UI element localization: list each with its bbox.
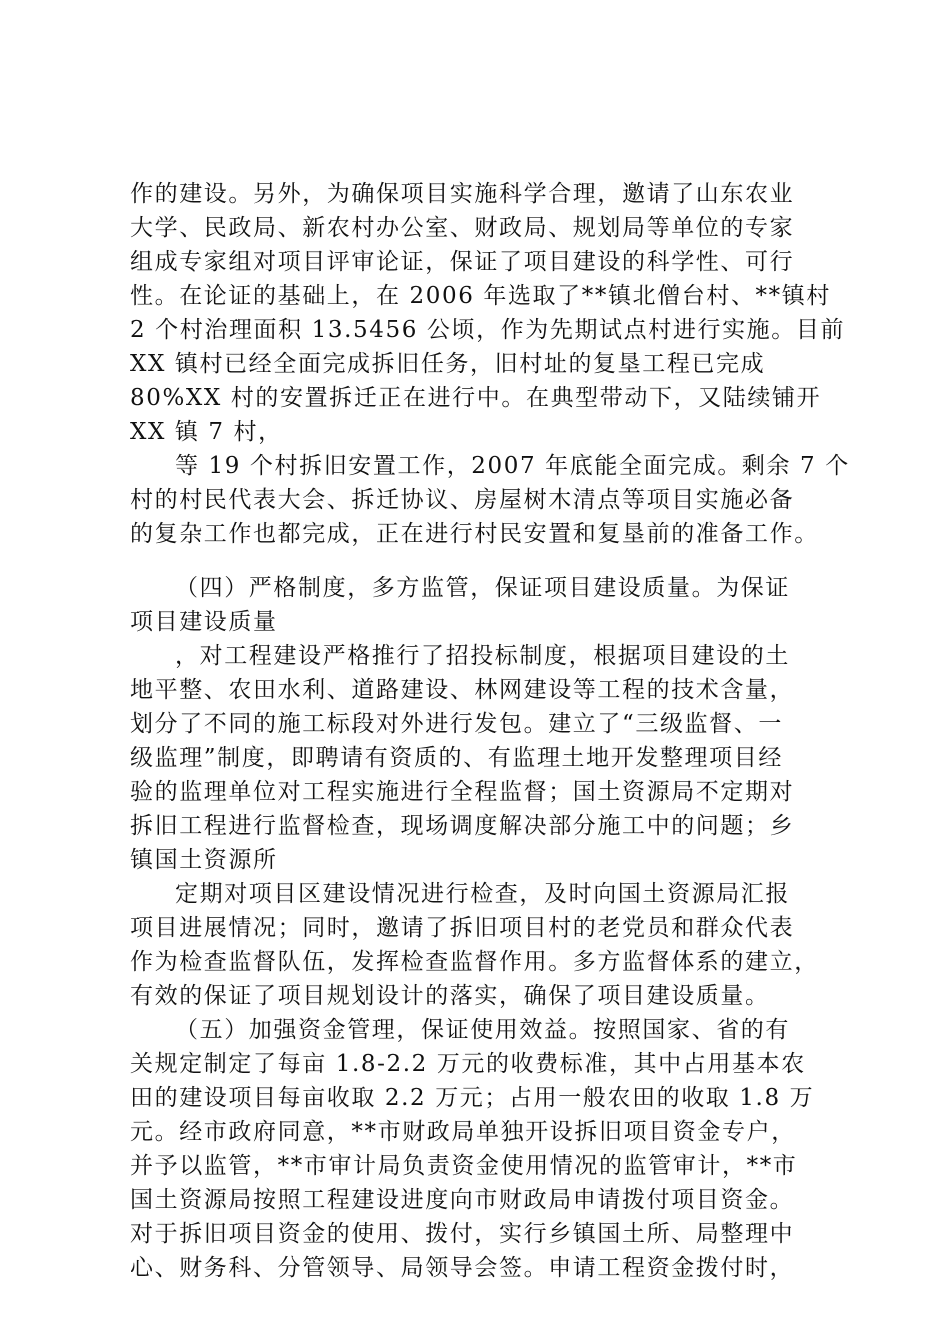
text-line: 心、财务科、分管领导、局领导会签。申请工程资金拨付时， [130, 1255, 795, 1281]
text-line: 并予以监管，**市审计局负责资金使用情况的监管审计，**市 [130, 1153, 798, 1179]
section-heading-line: （四）严格制度，多方监管，保证项目建设质量。为保证 [175, 575, 790, 601]
text-line: 验的监理单位对工程实施进行全程监督；国土资源局不定期对 [130, 779, 795, 805]
text-line: 国土资源局按照工程建设进度向市财政局申请拨付项目资金。 [130, 1187, 795, 1213]
text-line: XX 镇村已经全面完成拆旧任务，旧村址的复垦工程已完成 [130, 351, 766, 377]
text-line: 拆旧工程进行监督检查，现场调度解决部分施工中的问题；乡 [130, 813, 795, 839]
text-line: 对于拆旧项目资金的使用、拨付，实行乡镇国土所、局整理中 [130, 1221, 795, 1247]
text-line: 定期对项目区建设情况进行检查，及时向国土资源局汇报 [175, 881, 790, 907]
text-line: 地平整、农田水利、道路建设、林网建设等工程的技术含量， [130, 677, 795, 703]
text-line: 2 个村治理面积 13.5456 公顷，作为先期试点村进行实施。目前 [130, 317, 846, 343]
text-line: 镇国土资源所 [130, 847, 278, 873]
text-line: 组成专家组对项目评审论证，保证了项目建设的科学性、可行 [130, 249, 795, 275]
text-line: 的复杂工作也都完成，正在进行村民安置和复垦前的准备工作。 [130, 521, 819, 547]
text-line: 大学、民政局、新农村办公室、财政局、规划局等单位的专家 [130, 215, 795, 241]
text-line: ，对工程建设严格推行了招投标制度，根据项目建设的土 [175, 643, 790, 669]
text-line: 有效的保证了项目规划设计的落实，确保了项目建设质量。 [130, 983, 770, 1009]
section-heading-line: （五）加强资金管理，保证使用效益。按照国家、省的有 [175, 1017, 790, 1043]
text-line: 划分了不同的施工标段对外进行发包。建立了“三级监督、一 [130, 711, 783, 737]
text-line: 项目建设质量 [130, 609, 278, 635]
text-line: 元。经市政府同意，**市财政局单独开设拆旧项目资金专户， [130, 1119, 796, 1145]
text-line: 性。在论证的基础上，在 2006 年选取了**镇北僧台村、**镇村 [130, 283, 831, 309]
text-line: 项目进展情况；同时，邀请了拆旧项目村的老党员和群众代表 [130, 915, 795, 941]
text-line: 作为检查监督队伍，发挥检查监督作用。多方监督体系的建立， [130, 949, 819, 975]
text-line: 作的建设。另外，为确保项目实施科学合理，邀请了山东农业 [130, 181, 795, 207]
text-line: XX 镇 7 村， [130, 419, 283, 445]
text-line: 关规定制定了每亩 1.8-2.2 万元的收费标准，其中占用基本农 [130, 1051, 806, 1077]
text-line: 80%XX 村的安置拆迁正在进行中。在典型带动下，又陆续铺开 [130, 385, 822, 411]
text-line: 田的建设项目每亩收取 2.2 万元；占用一般农田的收取 1.8 万 [130, 1085, 815, 1111]
text-line: 村的村民代表大会、拆迁协议、房屋树木清点等项目实施必备 [130, 487, 795, 513]
text-line: 级监理”制度，即聘请有资质的、有监理土地开发整理项目经 [130, 745, 783, 771]
text-line: 等 19 个村拆旧安置工作，2007 年底能全面完成。剩余 7 个 [175, 453, 850, 479]
